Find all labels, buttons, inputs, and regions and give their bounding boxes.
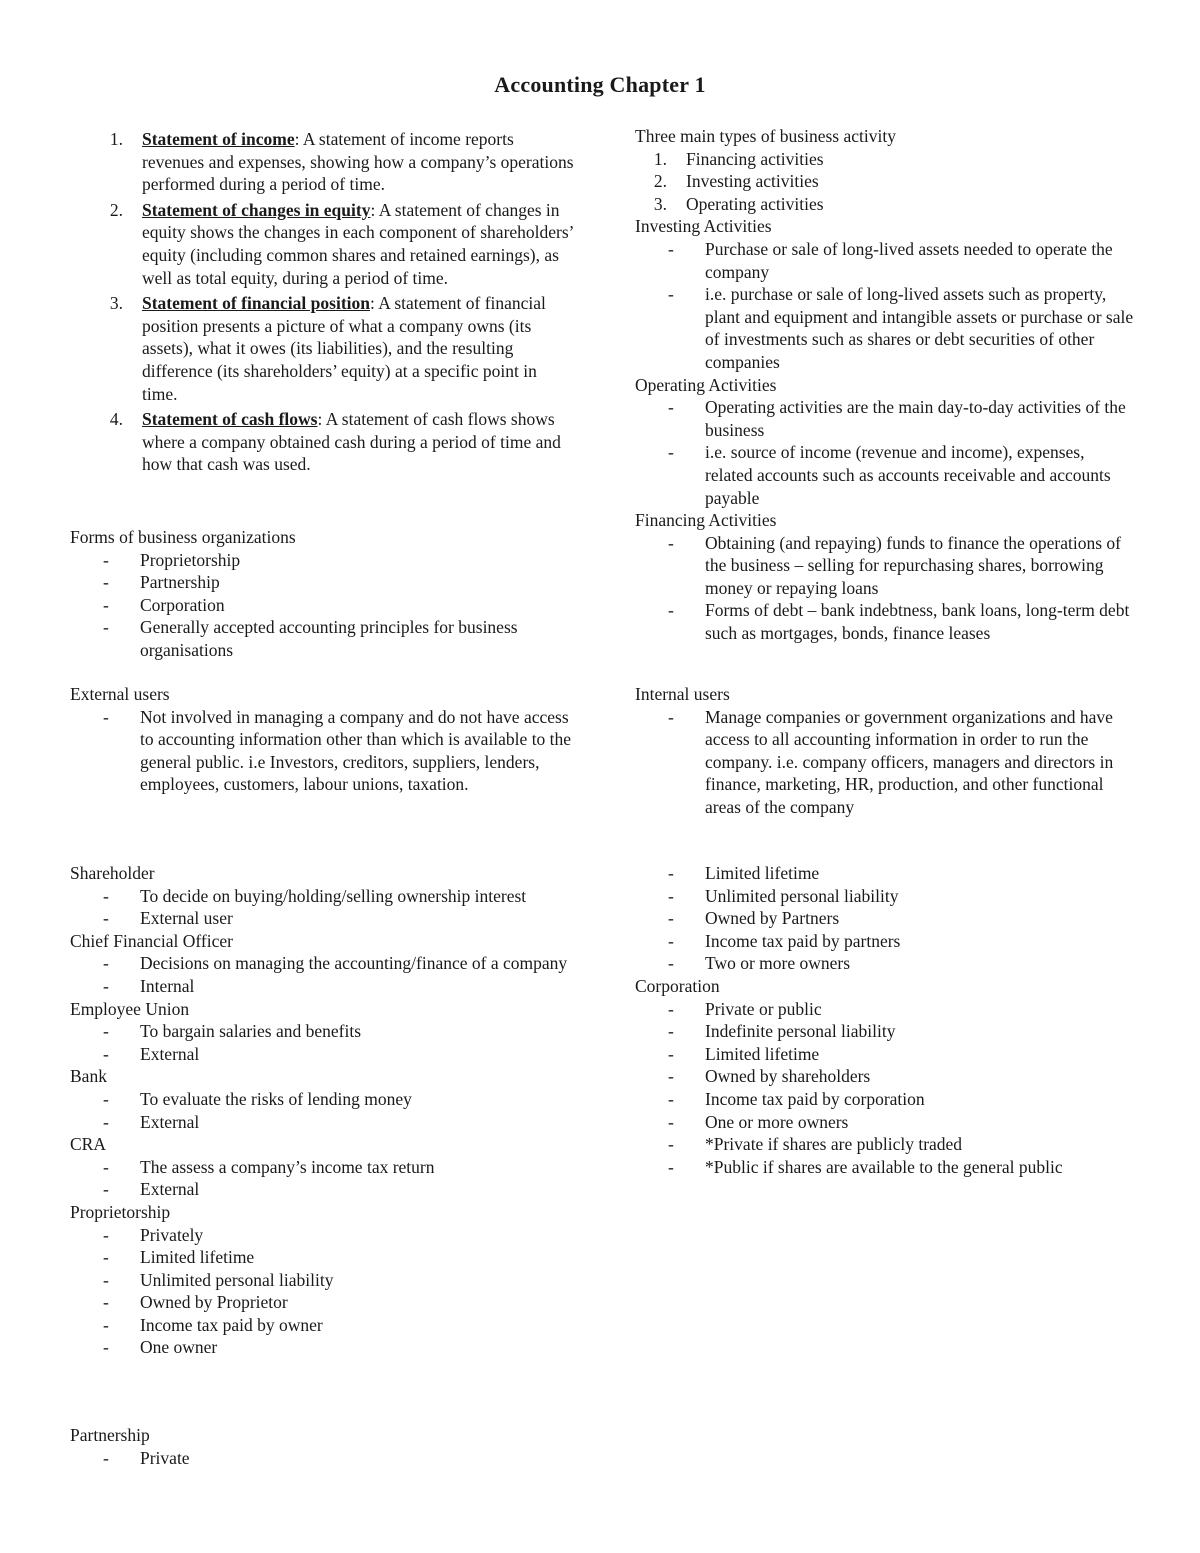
list-item bbox=[635, 193, 1135, 216]
dash-bullet: - bbox=[103, 1156, 109, 1177]
dash-bullet: - bbox=[668, 1021, 674, 1042]
bullet-text: One or more owners bbox=[705, 1111, 849, 1132]
statement-term: Statement of changes in equity bbox=[142, 199, 371, 220]
bullet-text: Partnership bbox=[140, 572, 220, 593]
bullet-item bbox=[70, 1020, 575, 1043]
list-item bbox=[70, 199, 575, 289]
bullet-text: Generally accepted accounting principles for business organisations bbox=[140, 617, 518, 660]
list-number: 1. bbox=[653, 148, 667, 169]
bullet-item bbox=[70, 907, 575, 930]
bullet-text: Income tax paid by partners bbox=[705, 930, 901, 951]
bullet-text: Operating activities are the main day-to-day activities of the business bbox=[705, 397, 1126, 440]
dash-bullet: - bbox=[103, 1292, 109, 1313]
dash-bullet: - bbox=[668, 442, 674, 463]
statement-text: : A statement of cash flows shows where a company obtained cash during a period of time and how that cash was used. bbox=[142, 409, 561, 475]
dash-bullet: - bbox=[668, 863, 674, 883]
section-heading: Partnership bbox=[70, 1425, 150, 1445]
dash-bullet: - bbox=[103, 885, 109, 906]
bullet-text: Two or more owners bbox=[705, 953, 851, 974]
list-number: 2. bbox=[653, 171, 667, 192]
dash-bullet: - bbox=[103, 1111, 109, 1132]
bullet-text: Income tax paid by owner bbox=[140, 1314, 323, 1335]
group-heading: Operating Activities bbox=[635, 374, 777, 395]
group-heading: Bank bbox=[70, 1066, 107, 1087]
bullet-text: Limited lifetime bbox=[140, 1247, 255, 1268]
group-heading: Proprietorship bbox=[70, 1201, 171, 1222]
bullet-list bbox=[70, 952, 575, 997]
bullet-text: Private or public bbox=[705, 998, 822, 1019]
bullet-item bbox=[635, 1088, 1135, 1111]
dash-bullet: - bbox=[668, 284, 674, 305]
dash-bullet: - bbox=[103, 1314, 109, 1335]
statement-text: : A statement of income reports revenues and expenses, showing how a company’s operations performed during a period of time. bbox=[142, 129, 574, 195]
dash-bullet: - bbox=[103, 1021, 109, 1042]
list-number: 3. bbox=[653, 193, 667, 214]
bullet-item bbox=[70, 1447, 575, 1470]
dash-bullet: - bbox=[668, 706, 674, 727]
bullet-item bbox=[635, 1065, 1135, 1088]
bullet-text: Proprietorship bbox=[140, 549, 241, 570]
financial-statements-list bbox=[70, 128, 575, 476]
dash-bullet: - bbox=[103, 908, 109, 929]
dash-bullet: - bbox=[103, 1247, 109, 1268]
dash-bullet: - bbox=[103, 617, 109, 638]
dash-bullet: - bbox=[103, 1088, 109, 1109]
bullet-item bbox=[635, 1133, 1135, 1156]
bullet-item bbox=[635, 907, 1135, 930]
section-heading: Forms of business organizations bbox=[70, 527, 296, 547]
dash-bullet: - bbox=[668, 1111, 674, 1132]
dash-bullet: - bbox=[103, 953, 109, 974]
partnership-continued-section bbox=[635, 862, 1135, 1178]
list-item bbox=[70, 408, 575, 476]
dash-bullet: - bbox=[103, 706, 109, 727]
list-text: Operating activities bbox=[686, 193, 824, 214]
group-heading: Employee Union bbox=[70, 998, 190, 1019]
bullet-item bbox=[635, 930, 1135, 953]
bullet-list bbox=[635, 396, 1135, 509]
bullet-text: One owner bbox=[140, 1337, 218, 1358]
bullet-text: Private bbox=[140, 1447, 190, 1468]
bullet-item bbox=[70, 1336, 575, 1359]
list-item bbox=[70, 128, 575, 196]
bullet-list bbox=[70, 885, 575, 930]
dash-bullet: - bbox=[103, 1179, 109, 1200]
list-item bbox=[635, 170, 1135, 193]
bullet-item bbox=[635, 599, 1135, 644]
bullet-item bbox=[635, 1020, 1135, 1043]
dash-bullet: - bbox=[103, 1043, 109, 1064]
list-text: Investing activities bbox=[686, 171, 819, 192]
dash-bullet: - bbox=[668, 1066, 674, 1087]
dash-bullet: - bbox=[668, 1134, 674, 1155]
bullet-text: Owned by Proprietor bbox=[140, 1292, 288, 1313]
bullet-item bbox=[70, 1269, 575, 1292]
bullet-list bbox=[70, 549, 575, 662]
bullet-list bbox=[70, 1447, 575, 1470]
bullet-item bbox=[635, 1043, 1135, 1066]
group-heading: Investing Activities bbox=[635, 216, 772, 237]
bullet-text: *Public if shares are available to the general public bbox=[705, 1156, 1063, 1177]
list-number: 3. bbox=[109, 293, 123, 314]
bullet-text: Not involved in managing a company and do not have access to accounting information other than which is available to the general public. i.e Investors, creditors, suppliers, lenders, employees, customers, labour unions, taxation. bbox=[140, 706, 572, 795]
bullet-item bbox=[70, 616, 575, 661]
bullet-list bbox=[635, 532, 1135, 645]
bullet-text: Internal bbox=[140, 975, 195, 996]
bullet-item bbox=[70, 1111, 575, 1134]
dash-bullet: - bbox=[668, 1043, 674, 1064]
bullet-item bbox=[635, 706, 1135, 819]
bullet-list bbox=[70, 1224, 575, 1360]
section-heading: External users bbox=[70, 684, 170, 704]
dash-bullet: - bbox=[668, 532, 674, 553]
bullet-list bbox=[70, 1020, 575, 1065]
statement-term: Statement of cash flows bbox=[142, 409, 318, 430]
bullet-text: Privately bbox=[140, 1224, 204, 1245]
bullet-item bbox=[70, 1043, 575, 1066]
bullet-text: Purchase or sale of long-lived assets needed to operate the company bbox=[705, 238, 1113, 282]
group-heading: Financing Activities bbox=[635, 510, 777, 531]
dash-bullet: - bbox=[668, 930, 674, 951]
dash-bullet: - bbox=[103, 1224, 109, 1245]
bullet-text: External bbox=[140, 1043, 200, 1064]
dash-bullet: - bbox=[668, 885, 674, 906]
bullet-text: Manage companies or government organizations and have access to all accounting information in order to run the company. i.e. company officers, managers and directors in finance, marketing, HR, production, and other functional areas of the company bbox=[705, 706, 1114, 817]
bullet-text: The assess a company’s income tax return bbox=[140, 1156, 435, 1177]
bullet-text: *Private if shares are publicly traded bbox=[705, 1134, 963, 1155]
partnership-section bbox=[70, 1424, 575, 1469]
internal-users-section bbox=[635, 683, 1135, 819]
statement-term: Statement of income bbox=[142, 129, 295, 149]
group-heading: CRA bbox=[70, 1134, 106, 1155]
section-heading: Internal users bbox=[635, 684, 730, 704]
activity-section bbox=[635, 125, 1135, 645]
bullet-item bbox=[70, 549, 575, 572]
bullet-text: Indefinite personal liability bbox=[705, 1021, 896, 1042]
bullet-text: i.e. source of income (revenue and income), expenses, related accounts such as accounts receivable and accounts payable bbox=[705, 442, 1111, 508]
bullet-text: External user bbox=[140, 908, 233, 929]
bullet-item bbox=[635, 283, 1135, 373]
bullet-item bbox=[70, 706, 575, 796]
bullet-item bbox=[635, 998, 1135, 1021]
bullet-list bbox=[70, 1156, 575, 1201]
bullet-list bbox=[635, 706, 1135, 819]
dash-bullet: - bbox=[668, 953, 674, 974]
bullet-text: Unlimited personal liability bbox=[705, 885, 899, 906]
page-title: Accounting Chapter 1 bbox=[494, 72, 706, 97]
bullet-text: External bbox=[140, 1179, 200, 1200]
dash-bullet: - bbox=[668, 1088, 674, 1109]
bullet-item bbox=[635, 952, 1135, 975]
list-text: Financing activities bbox=[686, 148, 824, 169]
bullet-text: Income tax paid by corporation bbox=[705, 1088, 925, 1109]
dash-bullet: - bbox=[103, 594, 109, 615]
bullet-text: External bbox=[140, 1111, 200, 1132]
statement-text: : A statement of changes in equity shows the changes in each component of shareholders’ equity (including common shares and retained earnings), as well as total equity, during a period of time. bbox=[142, 199, 574, 288]
bullet-item bbox=[70, 1156, 575, 1179]
bullet-item bbox=[70, 1246, 575, 1269]
bullet-text: Unlimited personal liability bbox=[140, 1269, 334, 1290]
bullet-list bbox=[635, 862, 1135, 975]
dash-bullet: - bbox=[668, 600, 674, 621]
external-users-section bbox=[70, 683, 575, 796]
statement-text: : A statement of financial position presents a picture of what a company owns (its assets), what it owes (its liabilities), and the resulting difference (its shareholders’ equity) at a specific point in time. bbox=[142, 293, 546, 404]
bullet-text: Owned by shareholders bbox=[705, 1066, 871, 1087]
bullet-text: Forms of debt – bank indebtness, bank loans, long-term debt such as mortgages, bonds, finance leases bbox=[705, 600, 1130, 644]
group-heading: Shareholder bbox=[70, 863, 155, 883]
bullet-item bbox=[70, 885, 575, 908]
bullet-text: Corporation bbox=[140, 594, 225, 615]
list-number: 1. bbox=[109, 129, 123, 149]
bullet-item bbox=[70, 1088, 575, 1111]
dash-bullet: - bbox=[103, 549, 109, 570]
bullet-item bbox=[70, 1291, 575, 1314]
bullet-item bbox=[635, 1111, 1135, 1134]
dash-bullet: - bbox=[103, 572, 109, 593]
bullet-text: Limited lifetime bbox=[705, 863, 820, 883]
dash-bullet: - bbox=[668, 998, 674, 1019]
bullet-text: Limited lifetime bbox=[705, 1043, 820, 1064]
bullet-list bbox=[635, 238, 1135, 374]
section-heading: Three main types of business activity bbox=[635, 126, 896, 146]
dash-bullet: - bbox=[668, 397, 674, 418]
bullet-text: To bargain salaries and benefits bbox=[140, 1021, 362, 1042]
bullet-item bbox=[70, 1178, 575, 1201]
bullet-list bbox=[70, 1088, 575, 1133]
bullet-list bbox=[70, 706, 575, 796]
statement-term: Statement of financial position bbox=[142, 293, 370, 314]
bullet-item bbox=[635, 862, 1135, 885]
bullet-text: i.e. purchase or sale of long-lived assets such as property, plant and equipment and intangible assets or purchase or sale of investments such as shares or debt securities of other companies bbox=[705, 284, 1134, 372]
dash-bullet: - bbox=[668, 1156, 674, 1177]
bullet-text: To decide on buying/holding/selling ownership interest bbox=[140, 885, 527, 906]
dash-bullet: - bbox=[103, 1447, 109, 1468]
bullet-text: Decisions on managing the accounting/finance of a company bbox=[140, 953, 568, 974]
bullet-item bbox=[70, 571, 575, 594]
bullet-item bbox=[70, 594, 575, 617]
dash-bullet: - bbox=[103, 975, 109, 996]
bullet-item bbox=[635, 1156, 1135, 1179]
bullet-item bbox=[70, 952, 575, 975]
list-number: 4. bbox=[109, 409, 123, 430]
bullet-text: To evaluate the risks of lending money bbox=[140, 1088, 412, 1109]
list-item bbox=[70, 292, 575, 405]
bullet-item bbox=[635, 396, 1135, 441]
bullet-text: Obtaining (and repaying) funds to finance the operations of the business – selling for repurchasing shares, borrowing money or repaying loans bbox=[705, 532, 1121, 598]
bullet-item bbox=[635, 441, 1135, 509]
bullet-text: Owned by Partners bbox=[705, 908, 840, 929]
bullet-list bbox=[635, 998, 1135, 1179]
bullet-item bbox=[635, 532, 1135, 600]
dash-bullet: - bbox=[103, 1337, 109, 1358]
group-heading: Chief Financial Officer bbox=[70, 930, 233, 951]
user-groups-section bbox=[70, 862, 575, 1359]
bullet-item bbox=[70, 1224, 575, 1247]
list-item bbox=[635, 148, 1135, 171]
dash-bullet: - bbox=[668, 908, 674, 929]
dash-bullet: - bbox=[668, 238, 674, 259]
section-heading: Corporation bbox=[635, 975, 720, 996]
bullet-item bbox=[70, 1314, 575, 1337]
forms-section bbox=[70, 526, 575, 662]
dash-bullet: - bbox=[103, 1269, 109, 1290]
bullet-item bbox=[70, 975, 575, 998]
bullet-item bbox=[635, 238, 1135, 283]
bullet-item bbox=[635, 885, 1135, 908]
list-number: 2. bbox=[109, 199, 123, 220]
